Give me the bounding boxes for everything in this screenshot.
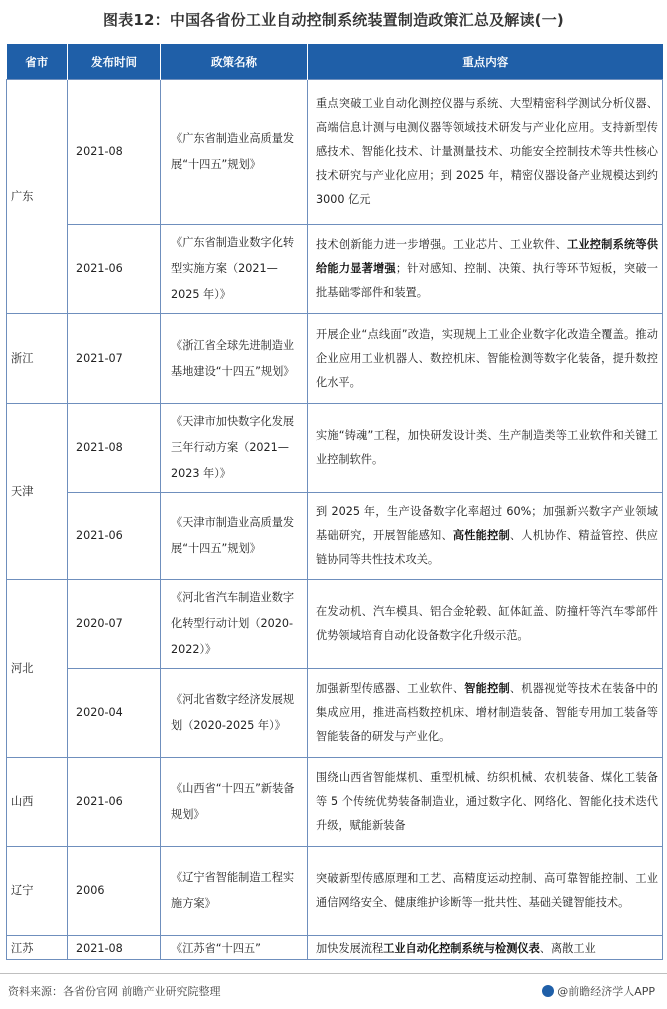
policy-cell: 《天津市制造业高质量发展“十四五”规划》	[161, 493, 308, 580]
emphasis-text: 高性能控制	[452, 529, 510, 542]
table-header-row	[7, 44, 663, 80]
header-date: 发布时间	[68, 44, 161, 80]
date-cell: 2021-06	[68, 493, 161, 580]
header-content: 重点内容	[308, 44, 663, 80]
date-cell: 2021-08	[68, 404, 161, 493]
page-title: 图表12：中国各省份工业自动控制系统装置制造政策汇总及解读(一)	[103, 11, 564, 29]
content-text: 在发动机、汽车模具、铝合金轮毂、缸体缸盖、防撞杆等汽车零部件优势领域培育自动化设备数字化升级示范。	[316, 605, 658, 642]
content-text	[316, 937, 658, 959]
date-text: 2021-08	[76, 941, 123, 955]
date-cell: 2020-07	[68, 580, 161, 669]
province-text: 江苏	[11, 941, 34, 955]
table-row	[7, 669, 663, 758]
table-row	[7, 847, 663, 936]
header-policy: 政策名称	[161, 44, 308, 80]
policy-cell: 《辽宁省智能制造工程实施方案》	[161, 847, 308, 936]
policy-cell: 《山西省“十四五”新装备规划》	[161, 758, 308, 847]
content-text: 开展企业“点线面”改造，实现规上工业企业数字化改造全覆盖。推动企业应用工业机器人、数控机床、智能检测等数字化装备，提升数控化水平。	[316, 327, 658, 389]
policy-table	[6, 44, 663, 960]
content-cell	[308, 493, 663, 580]
content-text: 、人机协作、精益管控、供应链协同等共性技术攻关。	[316, 529, 658, 566]
content-text: 到 2025 年，生产设备数字化率超过 60%；加强新兴数字产业领域基础研究，开展智能感知、	[316, 505, 658, 542]
brand-logo-icon	[542, 985, 554, 997]
table-row	[7, 80, 663, 225]
date-cell: 2021-06	[68, 225, 161, 314]
policy-cell: 《河北省数字经济发展规划（2020-2025 年）》	[161, 669, 308, 758]
content-text: 、离散工业	[539, 941, 596, 955]
content-cell	[308, 80, 663, 225]
content-text: 突破新型传感原理和工艺、高精度运动控制、高可靠智能控制、工业通信网络安全、健康维护诊断等一批共性、基础关键智能技术。	[316, 872, 658, 909]
emphasis-text: 工业控制系统等供给能力显著增强	[316, 238, 658, 275]
content-text: 加快发展流程	[316, 941, 384, 955]
content-cell	[308, 225, 663, 314]
content-text: ；针对感知、控制、决策、执行等环节短板，突破一批基础零部件和装置。	[316, 262, 658, 299]
content-text: 实施“铸魂”工程，加快研发设计类、生产制造类等工业软件和关键工业控制软件。	[316, 429, 658, 466]
policy-cell: 《天津市加快数字化发展三年行动方案（2021—2023 年）》	[161, 404, 308, 493]
footer	[0, 973, 667, 1009]
date-cell	[68, 936, 161, 960]
table-row	[7, 314, 663, 404]
policy-cell: 《河北省汽车制造业数字化转型行动计划（2020-2022）》	[161, 580, 308, 669]
content-cell	[308, 758, 663, 847]
content-text: 、机器视觉等技术在装备中的集成应用，推进高档数控机床、增材制造装备、智能专用加工装备等智能装备的研发与产业化。	[316, 682, 658, 743]
policy-cell: 《浙江省全球先进制造业基地建设“十四五”规划》	[161, 314, 308, 404]
date-cell: 2021-07	[68, 314, 161, 404]
policy-text: 《江苏省“十四五”	[171, 941, 261, 955]
table-row	[7, 580, 663, 669]
brand-credit	[542, 983, 655, 999]
brand-text: @前瞻经济学人APP	[557, 985, 655, 998]
province-cell: 山西	[7, 758, 68, 847]
content-text: 加强新型传感器、工业软件、	[316, 682, 465, 695]
content-cell	[308, 936, 663, 960]
policy-cell: 《广东省制造业数字化转型实施方案（2021—2025 年）》	[161, 225, 308, 314]
content-cell	[308, 669, 663, 758]
province-cell	[7, 936, 68, 960]
content-text: 围绕山西省智能煤机、重型机械、纺织机械、农机装备、煤化工装备等 5 个传统优势装备制造业，通过数字化、网络化、智能化技术迭代升级，赋能新装备	[316, 771, 658, 832]
table-row	[7, 936, 663, 960]
emphasis-text: 工业自动化控制系统与检测仪表	[383, 941, 540, 955]
date-cell: 2006	[68, 847, 161, 936]
content-cell	[308, 580, 663, 669]
province-cell: 广东	[7, 80, 68, 314]
table-row	[7, 758, 663, 847]
table-row	[7, 404, 663, 493]
content-text: 技术创新能力进一步增强。工业芯片、工业软件、	[316, 238, 567, 251]
source-note: 资料来源：各省份官网 前瞻产业研究院整理	[8, 985, 221, 998]
content-cell	[308, 314, 663, 404]
province-cell: 浙江	[7, 314, 68, 404]
date-cell: 2020-04	[68, 669, 161, 758]
policy-cell	[161, 936, 308, 960]
emphasis-text: 智能控制	[464, 682, 510, 695]
content-text: 重点突破工业自动化测控仪器与系统、大型精密科学测试分析仪器、高端信息计测与电测仪器等领域技术研发与产业化应用。支持新型传感技术、智能化技术、计量测量技术、功能安全控制技术等共性核心技术研究与产业化应用；到 2025 年，精密仪器设备产业规模达到约 3000 亿元	[316, 97, 658, 206]
table-row	[7, 225, 663, 314]
policy-cell: 《广东省制造业高质量发展“十四五”规划》	[161, 80, 308, 225]
province-cell: 辽宁	[7, 847, 68, 936]
date-cell: 2021-06	[68, 758, 161, 847]
date-cell: 2021-08	[68, 80, 161, 225]
province-cell: 河北	[7, 580, 68, 758]
header-province: 省市	[7, 44, 68, 80]
table-row	[7, 493, 663, 580]
content-cell	[308, 847, 663, 936]
content-cell	[308, 404, 663, 493]
province-cell: 天津	[7, 404, 68, 580]
